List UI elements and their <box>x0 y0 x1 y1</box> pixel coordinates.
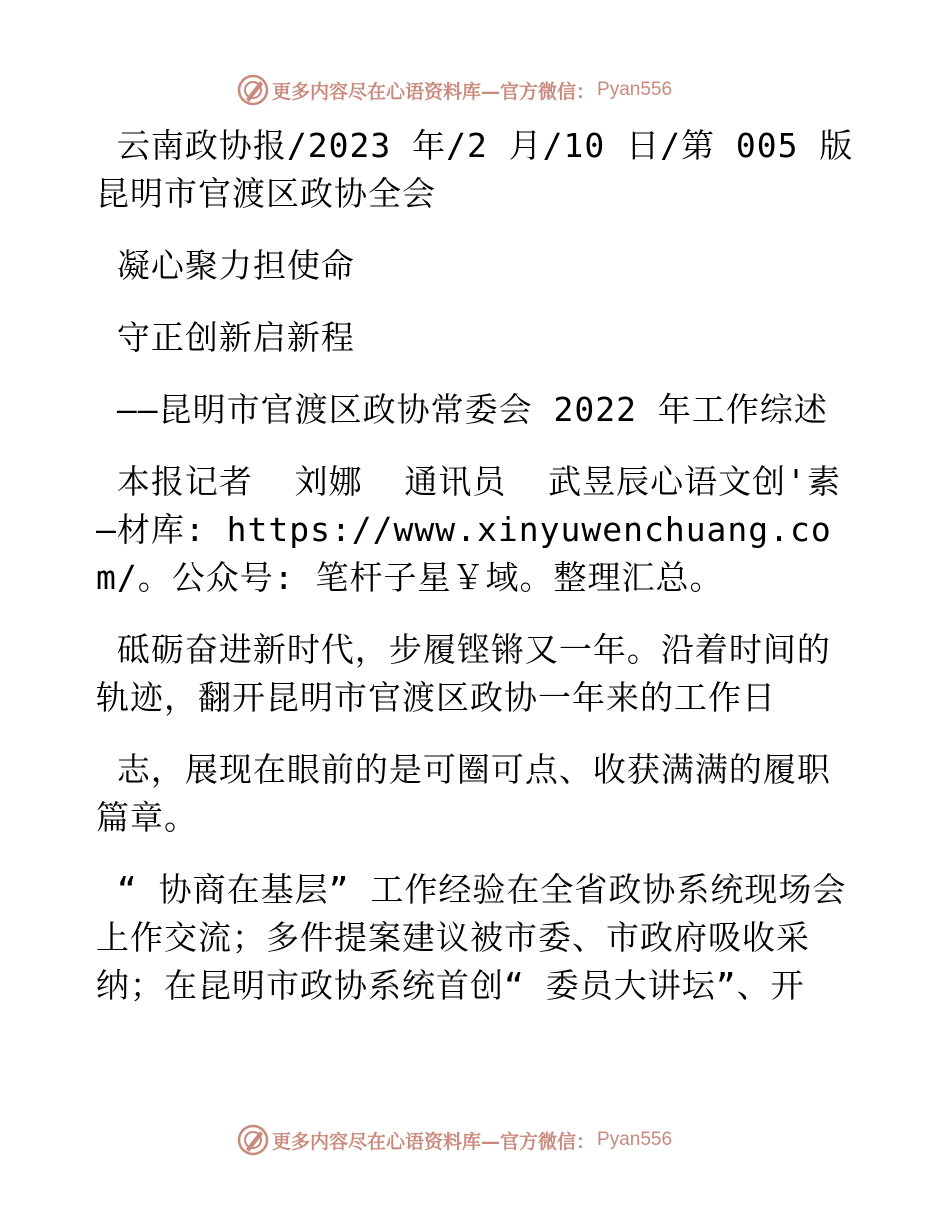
header-watermark <box>236 72 672 108</box>
watermark-wechat-id: Pyan556 <box>597 79 673 100</box>
headline-line-2: 守正创新启新程 <box>96 318 355 357</box>
document-body <box>96 122 856 1034</box>
pen-circle-logo-icon <box>236 1123 270 1157</box>
body-paragraph: “ 协商在基层” 工作经验在全省政协系统现场会上作交流；多件提案建议被市委、市政府吸收采纳；在昆明市政协系统首创“ 委员大讲坛”、开 <box>96 870 847 1005</box>
watermark-text: 更多内容尽在心语资料库—官方微信： <box>272 80 596 103</box>
byline: 本报记者 刘娜 通讯员 武昱辰心语文创'素—材库: https://www.xinyuwenchuang.com/。公众号: 笔杆子星￥域。整理汇总。 <box>96 462 841 597</box>
headline-line-1: 凝心聚力担使命 <box>96 246 355 285</box>
subtitle: ——昆明市官渡区政协常委会 2022 年工作综述 <box>96 390 828 429</box>
source-line: 云南政协报/2023 年/2 月/10 日/第 005 版昆明市官渡区政协全会 <box>96 126 854 213</box>
watermark-wechat-id: Pyan556 <box>597 1129 673 1150</box>
body-paragraph: 砥砺奋进新时代，步履铿锵又一年。沿着时间的轨迹，翻开昆明市官渡区政协一年来的工作日 <box>96 630 831 717</box>
watermark-text: 更多内容尽在心语资料库—官方微信： <box>272 1130 596 1153</box>
pen-circle-logo-icon <box>236 73 270 107</box>
footer-watermark <box>236 1122 672 1158</box>
body-paragraph: 志，展现在眼前的是可圈可点、收获满满的履职篇章。 <box>96 750 831 837</box>
